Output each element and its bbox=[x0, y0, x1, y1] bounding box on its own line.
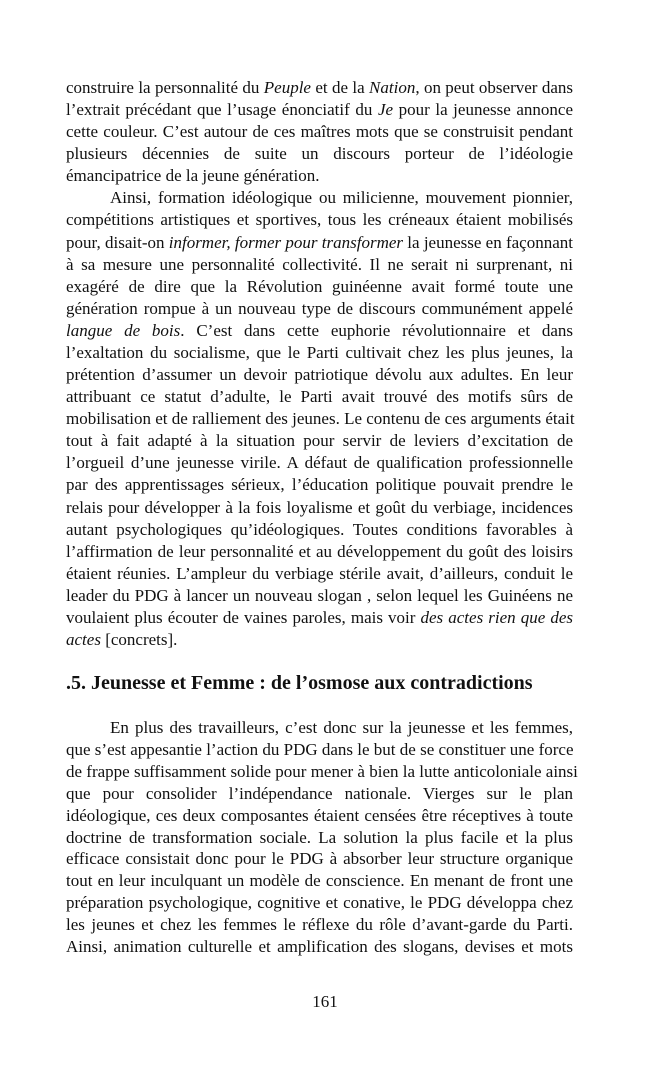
text-line bbox=[66, 827, 573, 849]
text-line bbox=[66, 452, 573, 474]
text-segment: étaient réunies. L’ampleur du verbiage stérile avait, d’ailleurs, conduit le bbox=[66, 563, 573, 583]
text-segment: par des apprentissages sérieux, l’éducation politique pouvait prendre le bbox=[66, 475, 573, 495]
text-line bbox=[66, 607, 573, 629]
text-segment: prétention d’assumer un devoir patriotique dévolu aux adultes. En leur bbox=[66, 365, 573, 385]
text-segment: . C’est dans cette euphorie révolutionnaire et dans bbox=[180, 320, 574, 340]
text-line bbox=[66, 254, 573, 276]
text-segment: pour la jeunesse annonce bbox=[393, 100, 573, 120]
text-segment: tout à fait adapté à la situation pour servir de leviers d’excitation de bbox=[66, 431, 573, 451]
text-line bbox=[66, 497, 573, 519]
text-line bbox=[66, 364, 573, 386]
text-segment: génération rompue à un nouveau type de discours communément appelé bbox=[66, 298, 573, 318]
text-line bbox=[66, 717, 573, 739]
text-segment: cette couleur. C’est autour de ces maîtres mots que se construisit pendant bbox=[66, 122, 573, 142]
text-line bbox=[66, 936, 573, 958]
text-segment: l’affirmation de leur personnalité et au développement du goût des loisirs bbox=[66, 541, 573, 561]
text-segment: plusieurs décennies de suite un discours porteur de l’idéologie bbox=[66, 144, 573, 164]
section-heading: .5. Jeunesse et Femme : de l’osmose aux contradictions bbox=[66, 672, 533, 694]
text-segment: voulaient plus écouter de vaines paroles, mais voir bbox=[66, 607, 421, 627]
text-line bbox=[66, 386, 573, 408]
italic-text: Peuple bbox=[263, 78, 311, 97]
text-segment: que s’est appesantie l’action du PDG dans le but de se constituer une force bbox=[66, 739, 574, 759]
text-segment: tout en leur inculquant un modèle de conscience. En menant de front une bbox=[66, 871, 573, 891]
italic-text: des actes rien que des bbox=[420, 607, 573, 627]
text-segment: à sa mesure une personnalité collectivité. Il ne serait ni surprenant, ni bbox=[66, 254, 573, 274]
text-line bbox=[66, 892, 573, 914]
text-line bbox=[66, 276, 573, 298]
text-segment: l’extrait précédant que l’usage énonciatif du bbox=[66, 100, 378, 120]
text-line bbox=[66, 165, 573, 187]
text-segment: construire la personnalité du bbox=[66, 78, 264, 97]
text-segment: de frappe suffisamment solide pour mener à bien la lutte anticoloniale ainsi bbox=[66, 761, 578, 781]
text-segment: Ainsi, formation idéologique ou milicienne, mouvement pionnier, bbox=[110, 188, 573, 208]
text-line bbox=[66, 143, 573, 165]
text-line bbox=[66, 320, 573, 342]
text-segment: émancipatrice de la jeune génération. bbox=[66, 166, 320, 186]
italic-text: informer, former pour transformer bbox=[168, 232, 404, 252]
text-segment: [concrets]. bbox=[100, 630, 178, 649]
italic-text: actes bbox=[66, 630, 101, 649]
text-segment: efficace consistait donc pour le PDG à absorber leur structure organique bbox=[66, 849, 573, 869]
text-line bbox=[66, 739, 573, 761]
text-segment: les jeunes et chez les femmes le réflexe du rôle d’avant-garde du Parti. bbox=[66, 915, 573, 935]
italic-text: langue de bois bbox=[66, 320, 181, 340]
text-line bbox=[66, 541, 573, 563]
text-line bbox=[66, 519, 573, 541]
text-line bbox=[66, 805, 573, 827]
text-segment: idéologique, ces deux composantes étaient censées être réceptives à toute bbox=[66, 805, 573, 825]
text-segment: pour, disait-on bbox=[66, 232, 169, 252]
text-segment: doctrine de transformation sociale. La solution la plus facile et la plus bbox=[66, 827, 573, 847]
italic-text: Nation bbox=[369, 78, 416, 97]
text-line bbox=[66, 187, 573, 209]
text-line bbox=[66, 629, 573, 651]
text-segment: que pour consolider l’indépendance nationale. Vierges sur le plan bbox=[66, 783, 573, 803]
text-line bbox=[66, 761, 578, 783]
text-line bbox=[66, 408, 573, 430]
text-segment: relais pour développer à la fois loyalisme et goût du verbiage, incidences bbox=[66, 497, 573, 517]
text-segment: attribuant ce statut d’adulte, le Parti avait trouvé des motifs sûrs de bbox=[66, 387, 573, 407]
text-segment: l’exaltation du socialisme, que le Parti cultivait chez les plus jeunes, la bbox=[66, 342, 573, 362]
text-line bbox=[66, 232, 573, 254]
text-line bbox=[66, 298, 573, 320]
italic-text: Je bbox=[377, 100, 394, 120]
text-line bbox=[66, 430, 573, 452]
text-line bbox=[66, 848, 573, 870]
text-segment: préparation psychologique, cognitive et conative, le PDG développa chez bbox=[66, 893, 573, 913]
text-segment: Ainsi, animation culturelle et amplification des slogans, devises et mots bbox=[66, 937, 573, 956]
text-line bbox=[66, 99, 573, 121]
text-segment: compétitions artistiques et sportives, tous les créneaux étaient mobilisés bbox=[66, 210, 573, 230]
text-line bbox=[66, 914, 573, 936]
text-line bbox=[66, 870, 573, 892]
text-segment: l’orgueil d’une jeunesse virile. A défaut de qualification professionnelle bbox=[66, 453, 573, 473]
text-line bbox=[66, 563, 573, 585]
text-segment: leader du PDG à lancer un nouveau slogan , selon lequel les Guinéens ne bbox=[66, 585, 573, 605]
text-line bbox=[66, 585, 573, 607]
text-segment: En plus des travailleurs, c’est donc sur la jeunesse et les femmes, bbox=[110, 718, 573, 737]
text-line bbox=[66, 474, 573, 496]
text-line bbox=[66, 77, 573, 99]
text-segment: et de la bbox=[310, 78, 370, 97]
text-line bbox=[66, 783, 573, 805]
text-segment: mobilisation et de ralliement des jeunes. Le contenu de ces arguments était bbox=[66, 409, 575, 429]
text-segment: , on peut observer dans bbox=[415, 78, 573, 97]
page-number: 161 bbox=[312, 992, 338, 1011]
text-line bbox=[66, 342, 573, 364]
text-segment: exagéré de dire que la Révolution guinéenne avait formé toute une bbox=[66, 276, 573, 296]
text-segment: autant psychologiques qu’idéologiques. Toutes conditions favorables à bbox=[66, 519, 573, 539]
text-line bbox=[66, 209, 573, 231]
text-line bbox=[66, 121, 573, 143]
text-segment: la jeunesse en façonnant bbox=[403, 232, 573, 252]
